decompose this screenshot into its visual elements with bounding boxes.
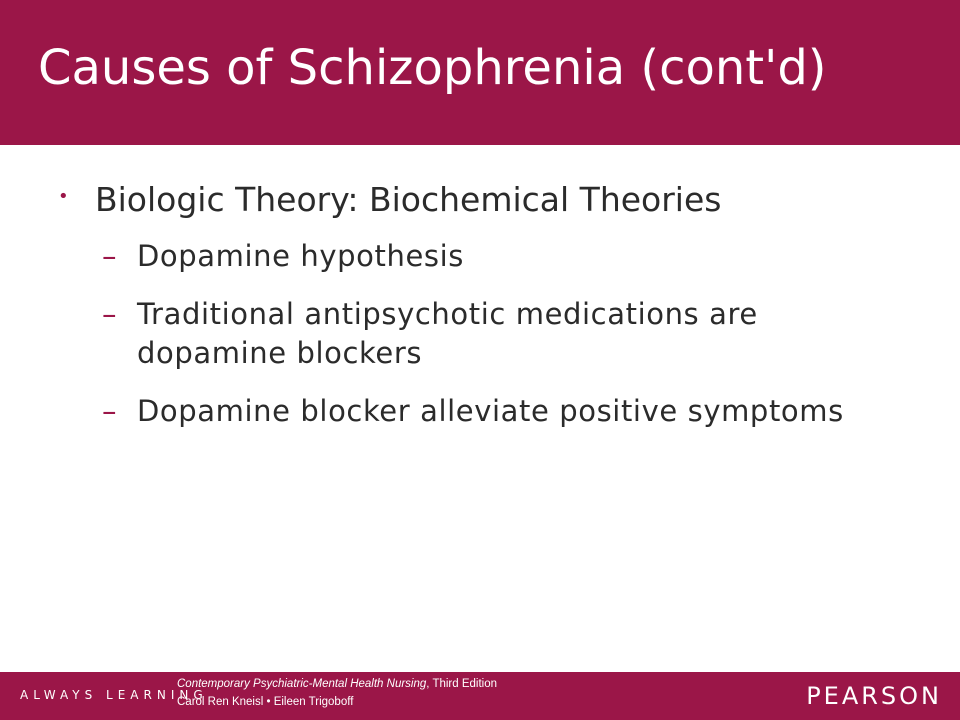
pearson-logo: PEARSON — [806, 682, 942, 710]
footer-bar — [0, 672, 960, 720]
always-learning-tagline: ALWAYS LEARNING — [20, 688, 208, 702]
sub-bullet-marker: – — [102, 394, 117, 428]
sub-bullet-marker: – — [102, 239, 117, 273]
sub-bullet-text: Dopamine hypothesis — [137, 239, 464, 273]
book-title-italic: Contemporary Psychiatric-Mental Health Nursing — [177, 678, 427, 690]
sub-bullet-text: Dopamine blocker alleviate positive symptoms — [137, 394, 844, 428]
book-edition: , Third Edition — [426, 678, 498, 690]
book-title — [177, 678, 497, 690]
bullet-text: Biologic Theory: Biochemical Theories — [95, 180, 722, 219]
book-authors: Carol Ren Kneisl • Eileen Trigoboff — [177, 696, 354, 708]
slide-title: Causes of Schizophrenia (cont'd) — [38, 40, 827, 96]
bullet-marker: • — [58, 186, 69, 207]
sub-bullet-marker: – — [102, 297, 117, 331]
sub-bullet-text: Traditional antipsychotic medications are dopamine blockers — [137, 297, 758, 370]
